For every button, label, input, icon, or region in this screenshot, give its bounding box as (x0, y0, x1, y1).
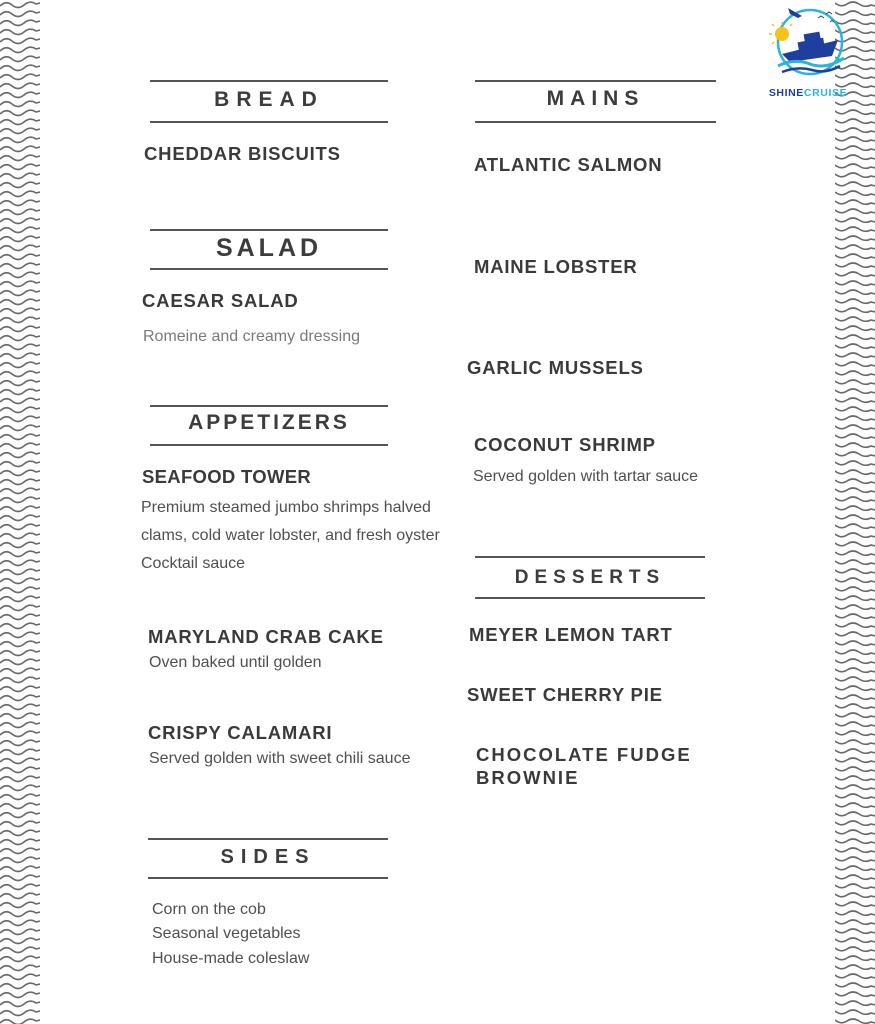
seafood-tower-desc-line1: Premium steamed jumbo shrimps halved (141, 499, 431, 516)
calamari-desc: Served golden with sweet chili sauce (149, 750, 411, 767)
desserts-rule-top (475, 556, 705, 558)
appetizers-rule-top (150, 405, 388, 407)
sides-item-corn: Corn on the cob (152, 901, 266, 918)
salad-rule-bottom (150, 268, 388, 270)
brand-name-part2: CRUISE (803, 87, 848, 99)
salad-heading: SALAD (215, 234, 323, 262)
seafood-tower-desc-line3: Cocktail sauce (141, 555, 246, 572)
desserts-heading: DESSERTS (514, 567, 666, 588)
mains-heading: MAINS (546, 87, 645, 110)
appetizers-heading: APPETIZERS (188, 411, 350, 434)
shine-cruise-logo (768, 4, 848, 98)
bread-heading: BREAD (214, 88, 324, 111)
brand-name-part1: SHINE (768, 87, 804, 99)
bread-rule-top (150, 80, 388, 82)
sides-item-vegetables: Seasonal vegetables (152, 925, 301, 942)
desserts-item-cherry-pie: SWEET CHERRY PIE (467, 684, 663, 705)
mains-rule-top (475, 80, 716, 82)
mains-item-lobster: MAINE LOBSTER (474, 256, 638, 277)
sides-heading: SIDES (220, 846, 316, 868)
crab-cake-desc: Oven baked until golden (149, 654, 322, 671)
sides-item-coleslaw: House-made coleslaw (152, 950, 310, 967)
left-wave-border (0, 0, 40, 1024)
mains-rule-bottom (475, 121, 716, 123)
appetizers-item-calamari: CRISPY CALAMARI (148, 722, 333, 743)
mains-item-coconut-shrimp: COCONUT SHRIMP (474, 434, 656, 455)
bread-item-cheddar-biscuits: CHEDDAR BISCUITS (144, 143, 341, 164)
desserts-item-lemon-tart: MEYER LEMON TART (469, 624, 673, 645)
bread-rule-bottom (150, 121, 388, 123)
sides-rule-top (148, 838, 388, 840)
mains-item-mussels: GARLIC MUSSELS (467, 357, 644, 378)
desserts-item-brownie-line2: BROWNIE (476, 767, 580, 788)
desserts-rule-bottom (475, 597, 705, 599)
appetizers-rule-bottom (150, 444, 388, 446)
right-wave-border (835, 0, 875, 1024)
salad-item-caesar: CAESAR SALAD (142, 290, 299, 311)
appetizers-item-crab-cake: MARYLAND CRAB CAKE (148, 626, 384, 647)
desserts-item-brownie-line1: CHOCOLATE FUDGE (476, 744, 692, 765)
appetizers-item-seafood-tower: SEAFOOD TOWER (142, 466, 312, 487)
seafood-tower-desc-line2: clams, cold water lobster, and fresh oyster (141, 527, 440, 544)
ship-logo-icon (768, 4, 848, 82)
sides-rule-bottom (148, 877, 388, 879)
coconut-shrimp-desc: Served golden with tartar sauce (473, 468, 699, 485)
salad-rule-top (150, 229, 388, 231)
mains-item-salmon: ATLANTIC SALMON (474, 154, 663, 175)
salad-item-caesar-desc: Romeine and creamy dressing (143, 328, 360, 345)
